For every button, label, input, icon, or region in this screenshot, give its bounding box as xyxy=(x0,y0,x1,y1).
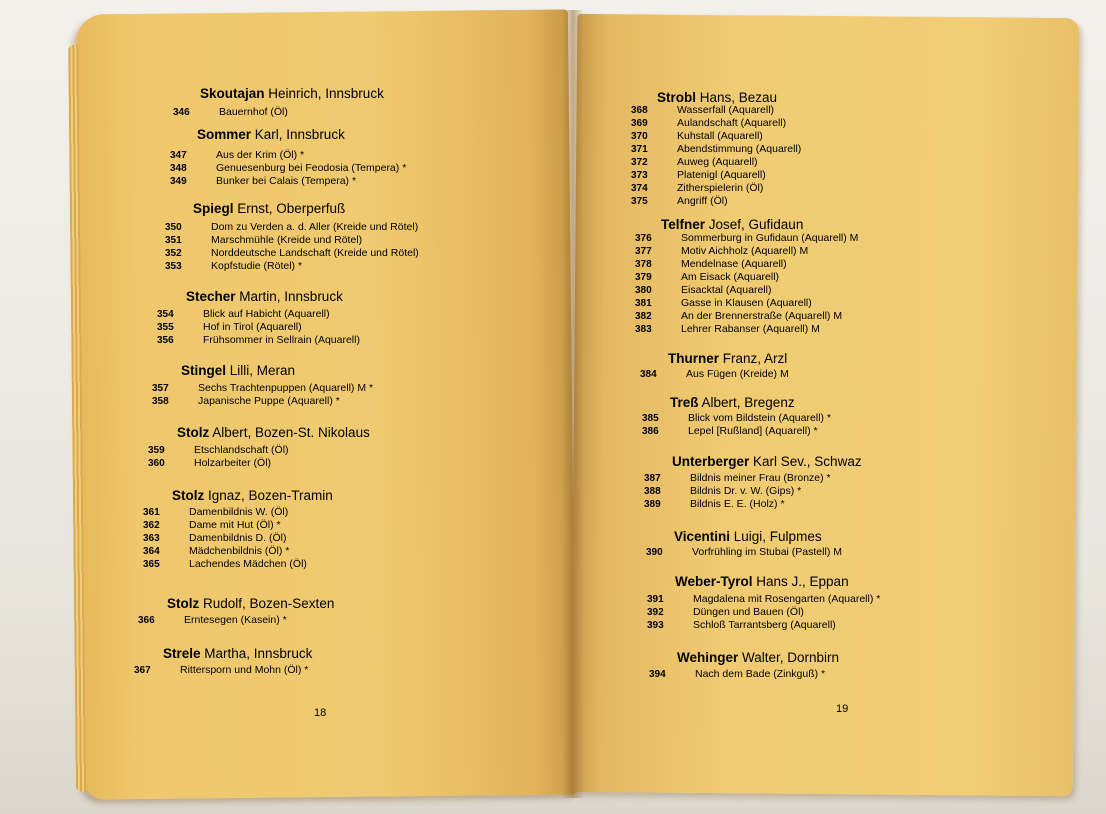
catalog-number: 380 xyxy=(635,285,652,296)
catalog-number: 361 xyxy=(143,507,160,518)
artist-heading xyxy=(167,596,334,611)
work-title: Kuhstall (Aquarell) xyxy=(677,130,763,142)
catalog-number: 388 xyxy=(644,486,661,497)
catalog-number: 378 xyxy=(635,259,652,270)
work-title: Bildnis meiner Frau (Bronze) * xyxy=(690,472,831,484)
artist-surname: Stolz xyxy=(172,488,205,503)
artist-name-place: Karl Sev., Schwaz xyxy=(749,454,862,469)
artist-surname: Skoutajan xyxy=(200,86,265,101)
artist-surname: Sommer xyxy=(197,127,252,142)
catalog-number: 354 xyxy=(157,309,174,320)
artist-surname: Vicentini xyxy=(674,529,731,544)
work-title: Norddeutsche Landschaft (Kreide und Rötel) xyxy=(211,247,419,259)
artist-name-place: Rudolf, Bozen-Sexten xyxy=(199,596,335,611)
catalog-number: 359 xyxy=(148,445,165,456)
artist-heading xyxy=(186,289,343,304)
artist-name-place: Ernst, Oberperfuß xyxy=(233,201,346,216)
work-title: An der Brennerstraße (Aquarell) M xyxy=(681,310,843,322)
catalog-number: 392 xyxy=(647,607,664,618)
catalog-number: 357 xyxy=(152,383,169,394)
work-title: Aus der Krim (Öl) * xyxy=(216,149,305,161)
catalog-number: 349 xyxy=(170,176,187,187)
artist-heading xyxy=(177,425,370,440)
artist-name-place: Hans J., Eppan xyxy=(752,574,849,589)
artist-heading xyxy=(172,488,333,503)
work-title: Damenbildnis W. (Öl) xyxy=(189,506,289,518)
artist-surname: Weber-Tyrol xyxy=(675,574,753,589)
catalog-number: 369 xyxy=(631,118,648,129)
artist-surname: Stolz xyxy=(167,596,200,611)
artist-name-place: Hans, Bezau xyxy=(696,90,778,105)
artist-name-place: Heinrich, Innsbruck xyxy=(264,86,384,101)
work-title: Damenbildnis D. (Öl) xyxy=(189,532,287,544)
catalog-number: 360 xyxy=(148,458,165,469)
work-title: Abendstimmung (Aquarell) xyxy=(677,143,802,155)
catalog-number: 347 xyxy=(170,150,187,161)
work-title: Genuesenburg bei Feodosia (Tempera) * xyxy=(216,162,407,174)
artist-heading xyxy=(200,86,384,101)
work-title: Sechs Trachtenpuppen (Aquarell) M * xyxy=(198,382,374,394)
work-title: Wasserfall (Aquarell) xyxy=(677,104,775,116)
work-title: Marschmühle (Kreide und Rötel) xyxy=(211,234,363,246)
work-title: Frühsommer in Sellrain (Aquarell) xyxy=(203,334,360,346)
catalog-number: 350 xyxy=(165,222,182,233)
artist-heading xyxy=(672,454,862,469)
catalog-number: 387 xyxy=(644,473,661,484)
work-title: Lepel [Rußland] (Aquarell) * xyxy=(688,425,818,437)
artist-heading xyxy=(677,650,839,665)
work-title: Blick vom Bildstein (Aquarell) * xyxy=(688,412,831,424)
artist-name-place: Walter, Dornbirn xyxy=(738,650,840,665)
artist-heading xyxy=(197,127,345,142)
catalog-number: 383 xyxy=(635,324,652,335)
catalog-number: 379 xyxy=(635,272,652,283)
work-title: Bildnis E. E. (Holz) * xyxy=(690,498,785,510)
catalog-number: 367 xyxy=(134,665,151,676)
catalog-number: 366 xyxy=(138,615,155,626)
work-title: Etschlandschaft (Öl) xyxy=(194,444,289,456)
catalog-number: 374 xyxy=(631,183,648,194)
catalog-number: 393 xyxy=(647,620,664,631)
artist-name-place: Martin, Innsbruck xyxy=(235,289,343,304)
catalog-number: 391 xyxy=(647,594,664,605)
artist-surname: Stingel xyxy=(181,363,227,378)
artist-heading xyxy=(661,217,803,232)
work-title: Düngen und Bauen (Öl) xyxy=(693,606,804,618)
work-title: Bauernhof (Öl) xyxy=(219,106,288,118)
artist-name-place: Luigi, Fulpmes xyxy=(730,529,822,544)
artist-name-place: Martha, Innsbruck xyxy=(200,646,313,661)
work-title: Erntesegen (Kasein) * xyxy=(184,614,287,626)
work-title: Dom zu Verden a. d. Aller (Kreide und Rötel) xyxy=(211,221,419,233)
catalog-number: 365 xyxy=(143,559,160,570)
work-title: Angriff (Öl) xyxy=(677,195,728,207)
artist-surname: Stecher xyxy=(186,289,236,304)
work-title: Blick auf Habicht (Aquarell) xyxy=(203,308,330,320)
artist-name-place: Karl, Innsbruck xyxy=(251,127,345,142)
work-title: Bildnis Dr. v. W. (Gips) * xyxy=(690,485,802,497)
catalog-number: 390 xyxy=(646,547,663,558)
catalog-number: 373 xyxy=(631,170,648,181)
catalog-number: 356 xyxy=(157,335,174,346)
artist-heading xyxy=(674,529,822,544)
artist-name-place: Lilli, Meran xyxy=(226,363,296,378)
work-title: Nach dem Bade (Zinkguß) * xyxy=(695,668,826,680)
artist-heading xyxy=(657,90,777,105)
work-title: Vorfrühling im Stubai (Pastell) M xyxy=(692,546,842,558)
work-title: Rittersporn und Mohn (Öl) * xyxy=(180,664,309,676)
work-title: Kopfstudie (Rötel) * xyxy=(211,260,303,272)
catalog-number: 385 xyxy=(642,413,659,424)
work-title: Am Eisack (Aquarell) xyxy=(681,271,780,283)
catalog-number: 348 xyxy=(170,163,187,174)
artist-surname: Strele xyxy=(163,646,201,661)
catalog-number: 377 xyxy=(635,246,652,257)
catalog-number: 382 xyxy=(635,311,652,322)
catalog-number: 352 xyxy=(165,248,182,259)
catalog-number: 384 xyxy=(640,369,657,380)
artist-heading xyxy=(181,363,295,378)
catalog-number: 394 xyxy=(649,669,666,680)
page-number-left: 18 xyxy=(314,707,327,719)
catalog-number: 351 xyxy=(165,235,182,246)
catalog-number: 355 xyxy=(157,322,174,333)
artist-surname: Treß xyxy=(670,395,699,410)
catalog-number: 372 xyxy=(631,157,648,168)
work-title: Mädchenbildnis (Öl) * xyxy=(189,545,290,557)
artist-name-place: Albert, Bozen-St. Nikolaus xyxy=(209,425,370,440)
artist-heading xyxy=(193,201,345,216)
catalog-number: 389 xyxy=(644,499,661,510)
catalog-number: 363 xyxy=(143,533,160,544)
catalog-number: 386 xyxy=(642,426,659,437)
work-title: Bunker bei Calais (Tempera) * xyxy=(216,175,357,187)
artist-surname: Stolz xyxy=(177,425,210,440)
work-title: Platenigl (Aquarell) xyxy=(677,169,766,181)
catalog-number: 375 xyxy=(631,196,648,207)
work-title: Japanische Puppe (Aquarell) * xyxy=(198,395,340,407)
catalog-number: 370 xyxy=(631,131,648,142)
work-title: Lachendes Mädchen (Öl) xyxy=(189,558,307,570)
work-title: Lehrer Rabanser (Aquarell) M xyxy=(681,323,820,335)
work-title: Aulandschaft (Aquarell) xyxy=(677,117,787,129)
work-title: Auweg (Aquarell) xyxy=(677,156,758,168)
catalog-number: 358 xyxy=(152,396,169,407)
artist-name-place: Josef, Gufidaun xyxy=(705,217,804,232)
work-title: Schloß Tarrantsberg (Aquarell) xyxy=(693,619,836,631)
artist-heading xyxy=(163,646,312,661)
catalog-number: 362 xyxy=(143,520,160,531)
work-title: Holzarbeiter (Öl) xyxy=(194,457,272,469)
work-title: Eisacktal (Aquarell) xyxy=(681,284,772,296)
catalog-number: 381 xyxy=(635,298,652,309)
work-title: Sommerburg in Gufidaun (Aquarell) M xyxy=(681,232,859,244)
catalog-number: 376 xyxy=(635,233,652,244)
work-title: Gasse in Klausen (Aquarell) xyxy=(681,297,812,309)
artist-heading xyxy=(675,574,849,589)
page-number-right: 19 xyxy=(836,703,849,715)
work-title: Zitherspielerin (Öl) xyxy=(677,182,764,194)
artist-surname: Strobl xyxy=(657,90,696,105)
artist-surname: Unterberger xyxy=(672,454,750,469)
work-title: Mendelnase (Aquarell) xyxy=(681,258,787,270)
catalog-number: 353 xyxy=(165,261,182,272)
artist-name-place: Ignaz, Bozen-Tramin xyxy=(204,488,333,503)
work-title: Dame mit Hut (Öl) * xyxy=(189,519,281,531)
artist-heading xyxy=(670,395,795,410)
artist-surname: Telfner xyxy=(661,217,706,232)
artist-surname: Wehinger xyxy=(677,650,739,665)
artist-heading xyxy=(668,351,787,366)
work-title: Aus Fügen (Kreide) M xyxy=(686,368,789,380)
artist-name-place: Albert, Bregenz xyxy=(698,395,795,410)
work-title: Magdalena mit Rosengarten (Aquarell) * xyxy=(693,593,881,605)
work-title: Motiv Aichholz (Aquarell) M xyxy=(681,245,809,257)
catalog-number: 368 xyxy=(631,105,648,116)
catalog-number: 371 xyxy=(631,144,648,155)
catalog-number: 346 xyxy=(173,107,190,118)
artist-surname: Thurner xyxy=(668,351,720,366)
artist-surname: Spiegl xyxy=(193,201,234,216)
artist-name-place: Franz, Arzl xyxy=(719,351,788,366)
work-title: Hof in Tirol (Aquarell) xyxy=(203,321,302,333)
catalog-number: 364 xyxy=(143,546,160,557)
